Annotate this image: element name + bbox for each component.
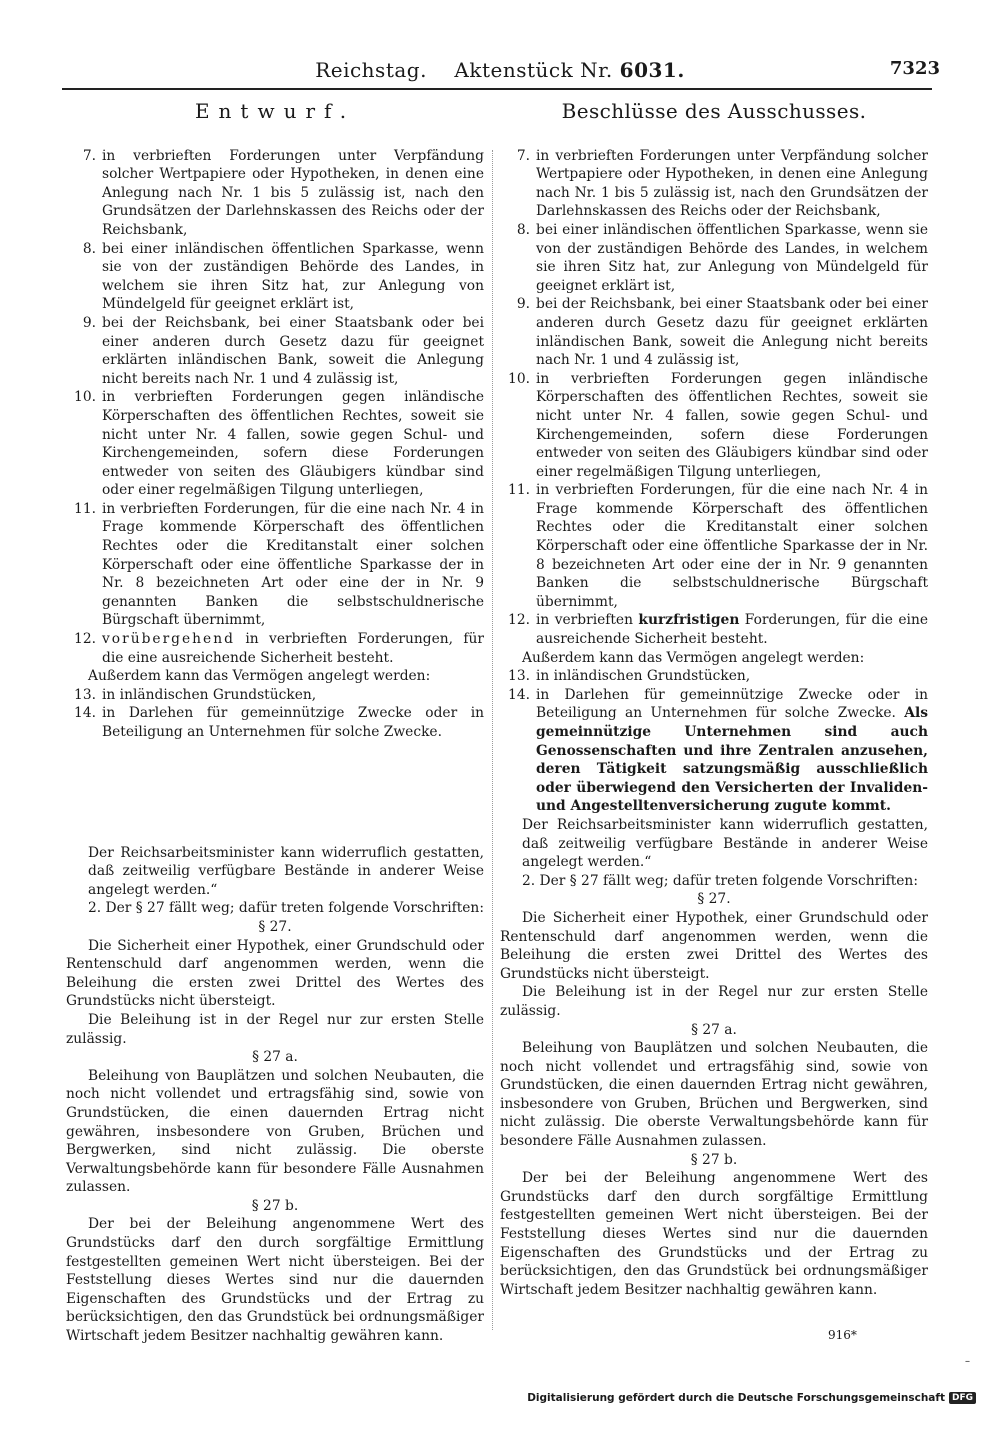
list-item: 10. in verbrieften Forderungen gegen inländische Körperschaften des öffentlichen Rechtes, soweit sie nicht unter Nr. 4 fallen, sowie gegen Schul- und Kirchengemeinden, sofern diese Forderungen entweder von seiten des Gläubigers kündbar sind oder einer regelmäßigen Tilgung unterliegen, bbox=[74, 389, 484, 499]
column-heading-entwurf: Entwurf. bbox=[194, 99, 356, 123]
list-item: 9. bei der Reichsbank, bei einer Staatsbank oder bei einer anderen durch Gesetz dazu für geeignet erklärten inländischen Bank, soweit die Anlegung nicht bereits nach Nr. 1 und 4 zulässig ist, bbox=[516, 296, 928, 369]
dfg-logo: DFG bbox=[949, 1392, 976, 1404]
list-item: 7. in verbrieften Forderungen unter Verpfändung solcher Wertpapiere oder Hypotheken, in denen eine Anlegung nach Nr. 1 bis 5 zulässig ist, nach den Grundsätzen der Darlehnskassen des Reichs oder der Reichsbank, bbox=[82, 147, 484, 238]
section-heading-27: § 27. bbox=[697, 891, 731, 908]
paragraph-27-1: Die Sicherheit einer Hypothek, einer Grundschuld oder Rentenschuld darf angenommen werden, wenn die Beleihung die ersten zwei Drittel des Wertes des Grundstücks nicht übersteigt. bbox=[66, 937, 484, 1010]
paragraph-27a: Beleihung von Bauplätzen und solchen Neubauten, die noch nicht vollendet und ertragsfähig sind, sowie von Grundstücken, die einen dauernden Ertrag nicht gewähren, insbesondere von Gruben, Brüchen und Bergwerken, sind nicht zulässig. Die oberste Verwaltungsbehörde kann für besondere Fälle Ausnahmen zulassen. bbox=[66, 1067, 484, 1196]
right-item-list bbox=[500, 147, 928, 649]
emphasis-spaced: vorübergehend bbox=[102, 631, 235, 648]
list-item: 11. in verbrieften Forderungen, für die eine nach Nr. 4 in Frage kommende Körperschaft des öffentlichen Rechtes oder die Kreditanstalt einer solchen Körperschaft oder eine öffentliche Sparkasse der in Nr. 8 bezeichneten Art oder eine der in Nr. 9 genannten Banken die selbstschuldnerische Bürgschaft übernimmt, bbox=[508, 482, 928, 610]
paragraph-point-2: 2. Der § 27 fällt weg; dafür treten folgende Vorschriften: bbox=[88, 900, 484, 917]
section-heading-27a: § 27 a. bbox=[691, 1021, 737, 1038]
list-item: 11. in verbrieften Forderungen, für die eine nach Nr. 4 in Frage kommende Körperschaft des öffentlichen Rechtes oder die Kreditanstalt einer solchen Körperschaft oder eine öffentliche Sparkasse der in Nr. 8 bezeichneten Art oder eine der in Nr. 9 genannten Banken die selbstschuldnerische Bürgschaft übernimmt, bbox=[74, 500, 484, 629]
paragraph-27b: Der bei der Beleihung angenommene Wert des Grundstücks darf den durch sorgfältige Ermittlung festgestellten gemeinen Wert nicht übersteigen. Bei der Feststellung dieses Wertes sind nur die dauernden Eigenschaften des Grundstücks und der Ertrag zu berücksichtigen, den das Grundstück bei ordnungsmäßiger Wirtschaft jedem Besitzer nachhaltig gewähren kann. bbox=[500, 1170, 928, 1298]
footer-text: Digitalisierung gefördert durch die Deutsche Forschungsgemeinschaft bbox=[527, 1392, 945, 1404]
list-item: 13. in inländischen Grundstücken, bbox=[508, 668, 751, 685]
paragraph-27a: Beleihung von Bauplätzen und solchen Neubauten, die noch nicht vollendet und ertragsfähig sind, sowie von Grundstücken, die einen dauernden Ertrag nicht gewähren, insbesondere von Gruben, Brüchen und Bergwerken, sind nicht zulässig. Die oberste Verwaltungsbehörde kann für besondere Fälle Ausnahmen zulassen. bbox=[500, 1040, 928, 1150]
paragraph-27-2: Die Beleihung ist in der Regel nur zur ersten Stelle zulässig. bbox=[500, 984, 928, 1019]
column-heading-beschluesse: Beschlüsse des Ausschusses. bbox=[561, 99, 867, 123]
list-item: 9. bei der Reichsbank, bei einer Staatsbank oder bei einer anderen durch Gesetz dazu für geeignet erklärten inländischen Bank, soweit die Anlegung nicht bereits nach Nr. 1 und 4 zulässig ist, bbox=[82, 314, 484, 387]
list-item: 7. in verbrieften Forderungen unter Verpfändung solcher Wertpapiere oder Hypotheken, in denen eine Anlegung nach Nr. 1 bis 5 zulässig ist, nach den Grundsätzen der Darlehnskassen des Reichs oder der Reichsbank, bbox=[516, 147, 928, 220]
paragraph-ausserdem: Außerdem kann das Vermögen angelegt werden: bbox=[522, 649, 865, 666]
paragraph-27-2: Die Beleihung ist in der Regel nur zur ersten Stelle zulässig. bbox=[66, 1011, 484, 1047]
paragraph-point-2: 2. Der § 27 fällt weg; dafür treten folgende Vorschriften: bbox=[522, 872, 918, 889]
left-item-list bbox=[66, 147, 484, 668]
list-item: 12. vorübergehend in verbrieften Forderungen, für die eine ausreichende Sicherheit besteht. bbox=[74, 631, 484, 666]
section-heading-27b: § 27 b. bbox=[251, 1197, 299, 1214]
signature-mark: 916* bbox=[828, 1328, 857, 1342]
page-number: 7323 bbox=[889, 58, 940, 79]
paragraph-ausserdem: Außerdem kann das Vermögen angelegt werden: bbox=[88, 668, 431, 685]
list-item: 8. bei einer inländischen öffentlichen Sparkasse, wenn sie von der zuständigen Behörde des Landes, in welchem sie ihren Sitz hat, zur Anlegung von Mündelgeld für geeignet erklärt ist, bbox=[516, 221, 928, 294]
margin-mark: – bbox=[965, 1356, 970, 1367]
list-item: 8. bei einer inländischen öffentlichen Sparkasse, wenn sie von der zuständigen Behörde des Landes, in welchem sie ihren Sitz hat, zur Anlegung von Mündelgeld für geeignet erklärt ist, bbox=[82, 240, 484, 313]
column-entwurf bbox=[66, 98, 484, 1346]
header-doc-number: 6031. bbox=[619, 58, 685, 82]
emphasis-bold-amendment: Als gemeinnützige Unternehmen sind auch Genossenschaften und ihre Zentralen anzusehen, deren Tätigkeit satzungsmäßig ausschließlich oder überwiegend den Versicherten der Invaliden- und Angestelltenversicherung zugute kommt. bbox=[536, 705, 928, 815]
footer-credit bbox=[527, 1392, 976, 1404]
paragraph-minister: Der Reichsarbeitsminister kann widerruflich gestatten, daß zeitweilig verfügbare Bestände in anderer Weise angelegt werden.“ bbox=[522, 816, 928, 871]
list-item: 14. in Darlehen für gemeinnützige Zwecke oder in Beteiligung an Unternehmen für solche Zwecke. bbox=[74, 705, 484, 740]
paragraph-27-1: Die Sicherheit einer Hypothek, einer Grundschuld oder Rentenschuld darf angenommen werden, wenn die Beleihung die ersten zwei Drittel des Wertes des Grundstücks nicht übersteigt. bbox=[500, 909, 928, 982]
header-main: Aktenstück Nr. bbox=[454, 58, 613, 82]
running-title bbox=[60, 58, 940, 82]
section-heading-27: § 27. bbox=[258, 918, 292, 935]
list-item: 10. in verbrieften Forderungen gegen inländische Körperschaften des öffentlichen Rechtes, soweit sie nicht unter Nr. 4 fallen, sowie gegen Schul- und Kirchengemeinden, sofern diese Forderungen entweder von seiten des Gläubigers kündbar sind oder einer regelmäßigen Tilgung unterliegen, bbox=[508, 370, 928, 480]
column-beschluesse bbox=[500, 98, 928, 1299]
header-prefix: Reichstag. bbox=[315, 58, 427, 82]
column-divider bbox=[492, 150, 493, 1330]
list-item: 13. in inländischen Grundstücken, bbox=[74, 686, 317, 703]
list-item: 14. in Darlehen für gemeinnützige Zwecke oder in Beteiligung an Unternehmen für solche Zwecke. Als gemeinnützige Unternehmen sind auch Genossenschaften und ihre Zentralen anzusehen, deren Tätigkeit satzungsmäßig ausschließlich oder überwiegend den Versicherten der Invaliden- und Angestelltenversicherung zugute kommt. bbox=[508, 686, 928, 815]
page-header bbox=[60, 58, 940, 88]
paragraph-minister: Der Reichsarbeitsminister kann widerruflich gestatten, daß zeitweilig verfügbare Bestände in anderer Weise angelegt werden.“ bbox=[88, 844, 484, 898]
header-rule bbox=[62, 88, 932, 90]
section-heading-27a: § 27 a. bbox=[252, 1049, 298, 1066]
list-item: 12. in verbrieften kurzfristigen Forderungen, für die eine ausreichende Sicherheit besteht. bbox=[508, 612, 928, 648]
emphasis-bold: kurzfristigen bbox=[638, 612, 740, 629]
paragraph-27b: Der bei der Beleihung angenommene Wert des Grundstücks darf den durch sorgfältige Ermittlung festgestellten gemeinen Wert nicht übersteigen. Bei der Feststellung dieses Wertes sind nur die dauernden Eigenschaften des Grundstücks und der Ertrag zu berücksichtigen, den das Grundstück bei ordnungsmäßiger Wirtschaft jedem Besitzer nachhaltig gewähren kann. bbox=[66, 1216, 484, 1345]
section-heading-27b: § 27 b. bbox=[690, 1151, 738, 1168]
